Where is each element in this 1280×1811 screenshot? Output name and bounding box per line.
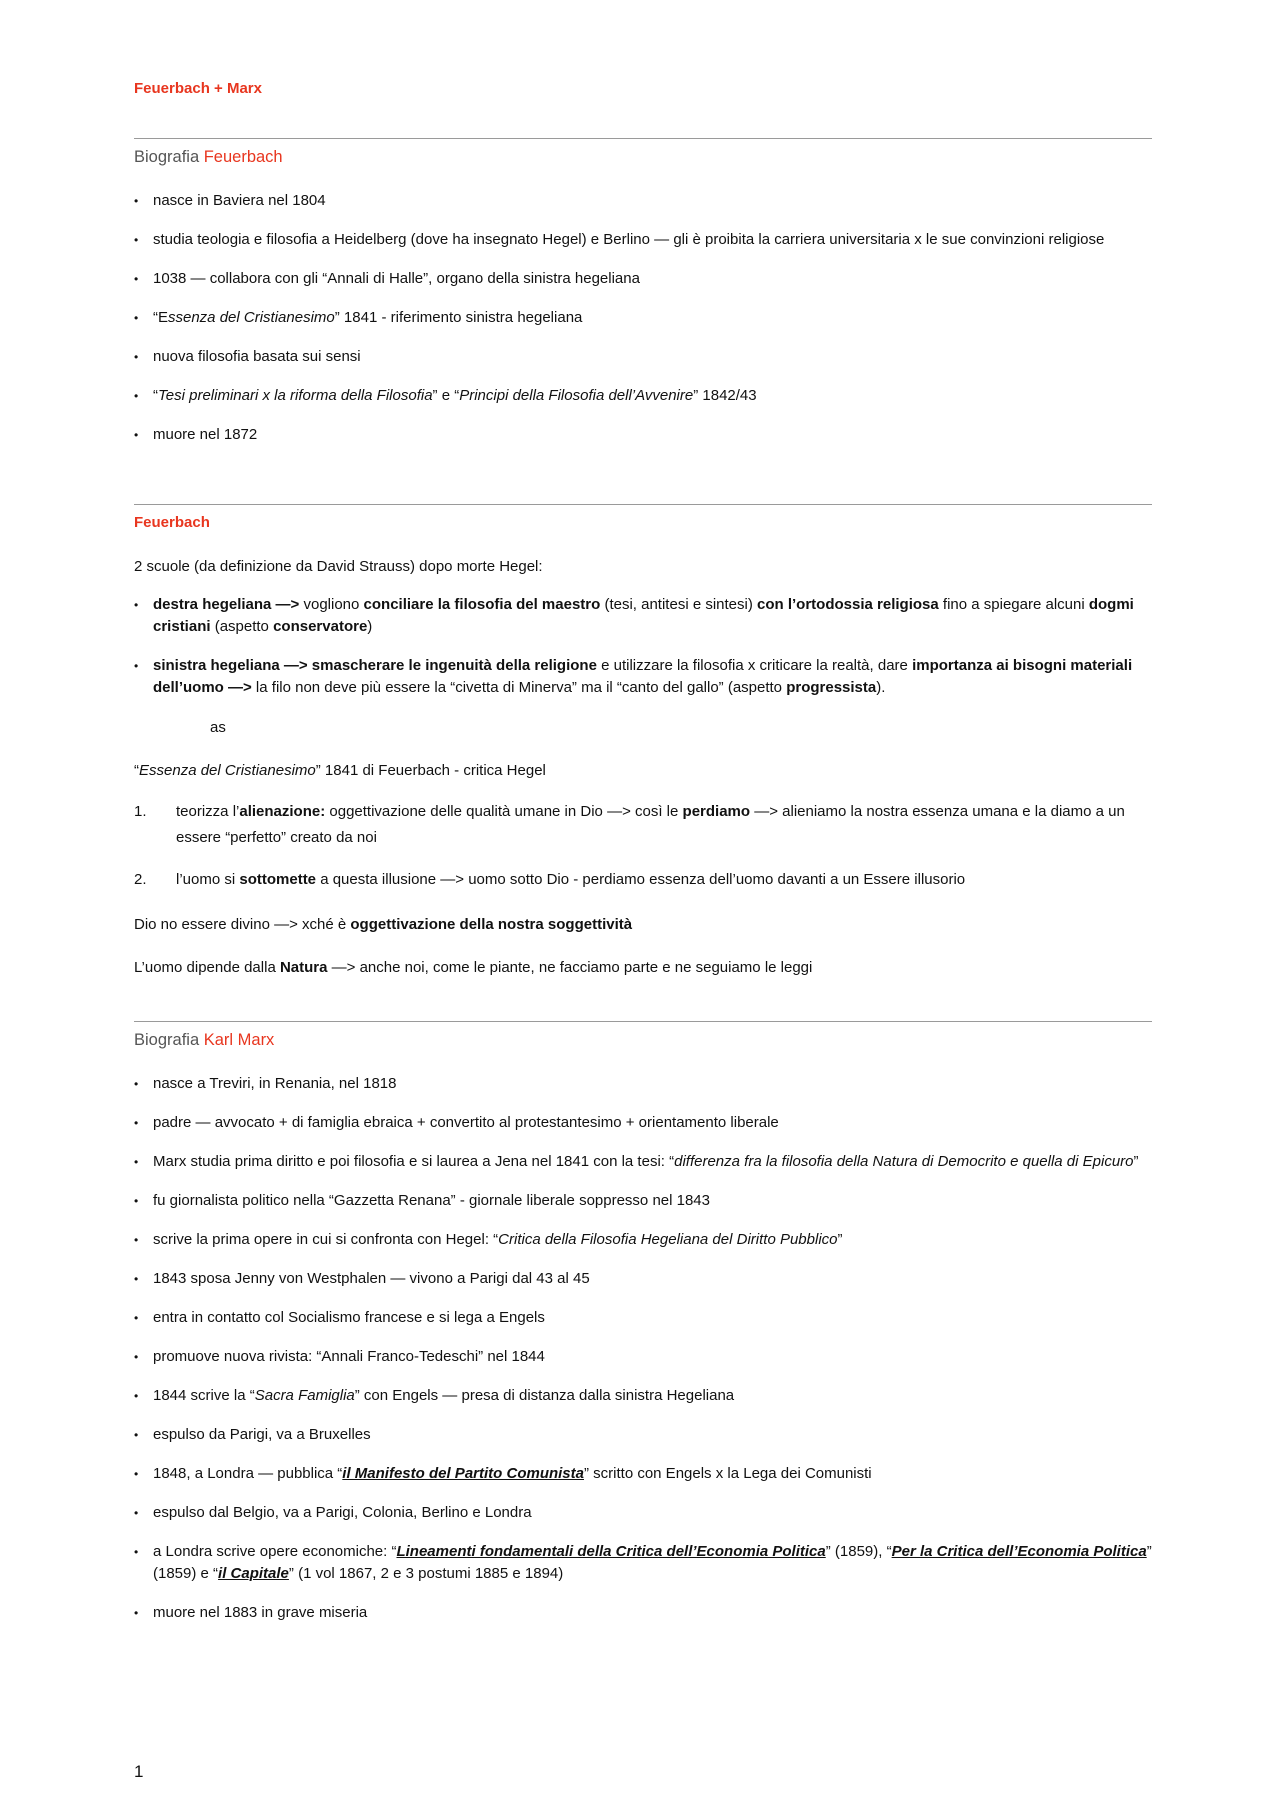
list-item: • nasce in Baviera nel 1804 [134, 190, 1152, 212]
heading-prefix: Biografia [134, 1031, 200, 1049]
list-item: • “Tesi preliminari x la riforma della Filosofia” e “Principi della Filosofia dell’Avvenire” 1842/43 [134, 385, 1152, 407]
heading-accent: Feuerbach [203, 148, 283, 166]
list-item: • muore nel 1872 [134, 424, 1152, 446]
list-item: • padre — avvocato + di famiglia ebraica + convertito al protestantesimo + orientamento liberale [134, 1112, 1152, 1134]
stray-text: as [210, 719, 226, 736]
list-item-destra: • destra hegeliana —> vogliono conciliare la filosofia del maestro (tesi, antitesi e sintesi) con l’ortodossia religiosa fino a spiegare alcuni dogmi cristiani (aspetto conservatore) [134, 594, 1152, 638]
section-heading-bio-marx [134, 1031, 274, 1050]
section-divider [134, 1021, 1152, 1022]
section-divider [134, 504, 1152, 505]
schools-list [134, 594, 1152, 716]
feuerbach-bio-list [134, 190, 1152, 463]
list-item: • 1038 — collabora con gli “Annali di Halle”, organo della sinistra hegeliana [134, 268, 1152, 290]
heading-accent: Karl Marx [203, 1031, 275, 1049]
essenza-paragraph: “Essenza del Cristianesimo” 1841 di Feuerbach - critica Hegel [134, 762, 546, 779]
list-item: • 1848, a Londra — pubblica “il Manifesto del Partito Comunista” scritto con Engels x la Lega dei Comunisti [134, 1463, 1152, 1485]
marx-bio-list [134, 1073, 1152, 1641]
list-item: • nuova filosofia basata sui sensi [134, 346, 1152, 368]
numbered-item: 2. l’uomo si sottomette a questa illusione —> uomo sotto Dio - perdiamo essenza dell’uomo davanti a un Essere illusorio [134, 871, 966, 888]
list-item-sinistra: • sinistra hegeliana —> smascherare le ingenuità della religione e utilizzare la filosofia x criticare la realtà, dare importanza ai bisogni materiali dell’uomo —> la filo non deve più essere la “civetta di Minerva” ma il “canto del gallo” (aspetto progressista). [134, 655, 1152, 699]
list-item: • 1844 scrive la “Sacra Famiglia” con Engels — presa di distanza dalla sinistra Hegeliana [134, 1385, 1152, 1407]
section-divider [134, 138, 1152, 139]
natura-paragraph: L’uomo dipende dalla Natura —> anche noi, come le piante, ne facciamo parte e ne seguiamo le leggi [134, 959, 813, 976]
alienation-list [134, 799, 1152, 909]
list-item: • promuove nuova rivista: “Annali Franco-Tedeschi” nel 1844 [134, 1346, 1152, 1368]
list-item: • studia teologia e filosofia a Heidelberg (dove ha insegnato Hegel) e Berlino — gli è proibita la carriera universitaria x le sue convinzioni religiose [134, 229, 1152, 251]
list-item: • 1843 sposa Jenny von Westphalen — vivono a Parigi dal 43 al 45 [134, 1268, 1152, 1290]
heading-prefix: Biografia [134, 148, 200, 166]
numbered-item: 1. teorizza l’alienazione: oggettivazione delle qualità umane in Dio —> così le perdiamo —> alieniamo la nostra essenza umana e la diamo a un essere “perfetto” creato da noi [134, 803, 1125, 846]
section-heading-bio-feuerbach [134, 148, 283, 167]
intro-paragraph: 2 scuole (da definizione da David Strauss) dopo morte Hegel: [134, 558, 543, 575]
list-item: • entra in contatto col Socialismo francese e si lega a Engels [134, 1307, 1152, 1329]
list-item: • fu giornalista politico nella “Gazzetta Renana” - giornale liberale soppresso nel 1843 [134, 1190, 1152, 1212]
list-item: • muore nel 1883 in grave miseria [134, 1602, 1152, 1624]
list-item: • espulso dal Belgio, va a Parigi, Colonia, Berlino e Londra [134, 1502, 1152, 1524]
list-item: • scrive la prima opere in cui si confronta con Hegel: “Critica della Filosofia Hegeliana del Diritto Pubblico” [134, 1229, 1152, 1251]
list-item: • espulso da Parigi, va a Bruxelles [134, 1424, 1152, 1446]
list-item: • Marx studia prima diritto e poi filosofia e si laurea a Jena nel 1841 con la tesi: “differenza fra la filosofia della Natura di Democrito e quella di Epicuro” [134, 1151, 1152, 1173]
list-item: • a Londra scrive opere economiche: “Lineamenti fondamentali della Critica dell’Economia Politica” (1859), “Per la Critica dell’Economia Politica” (1859) e “il Capitale” (1 vol 1867, 2 e 3 postumi 1885 e 1894) [134, 1541, 1152, 1585]
dio-paragraph: Dio no essere divino —> xché è oggettivazione della nostra soggettività [134, 916, 633, 933]
page-number: 1 [134, 1762, 144, 1781]
section-heading-feuerbach: Feuerbach [134, 514, 210, 531]
list-item: • nasce a Treviri, in Renania, nel 1818 [134, 1073, 1152, 1095]
list-item: • “Essenza del Cristianesimo” 1841 - riferimento sinistra hegeliana [134, 307, 1152, 329]
document-title: Feuerbach + Marx [134, 80, 262, 97]
